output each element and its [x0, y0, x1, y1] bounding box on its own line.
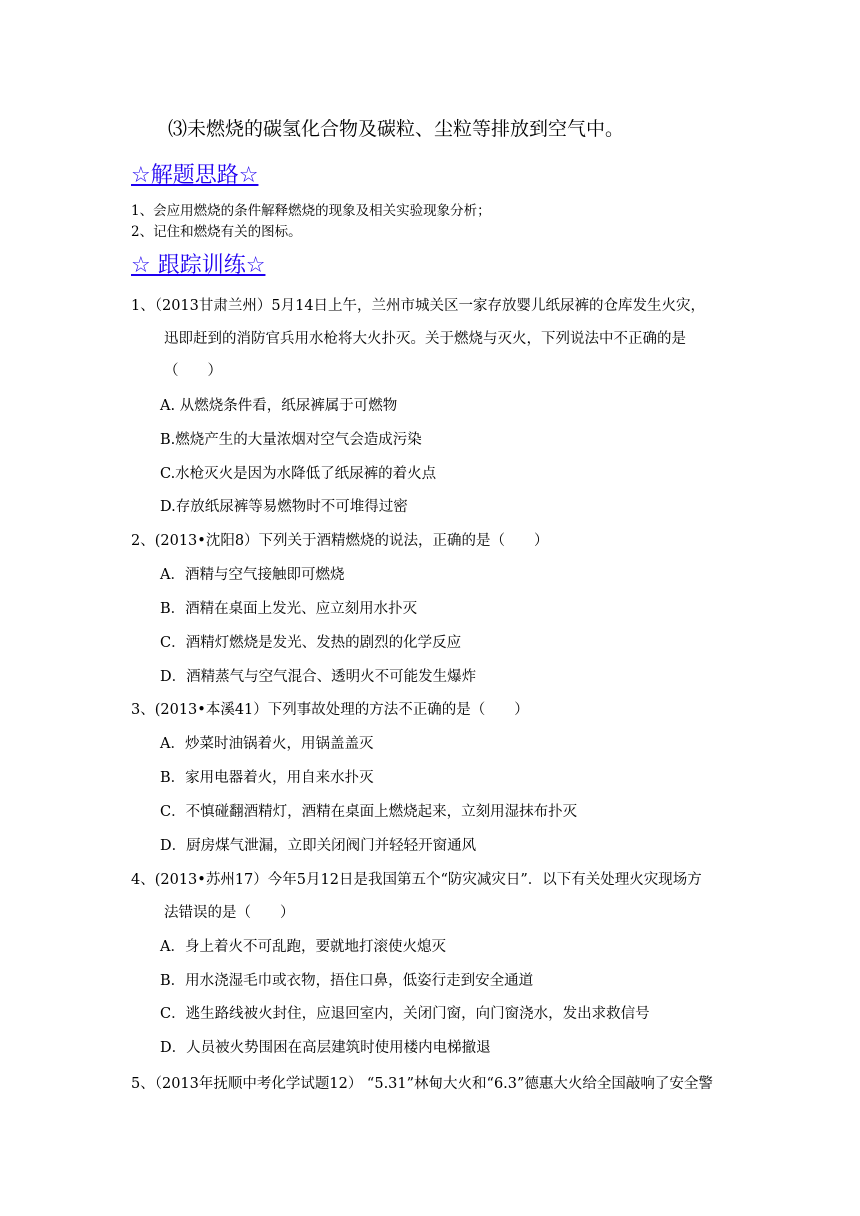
question-1-option: D.存放纸尿裤等易燃物时不可堆得过密	[160, 499, 408, 515]
question-2-option: C．酒精灯燃烧是发光、发热的剧烈的化学反应	[160, 635, 462, 651]
question-3-option: D．厨房煤气泄漏，立即关闭阀门并轻轻开窗通风	[160, 838, 477, 854]
question-1-line: 1、（2013甘肃兰州）5月14日上午，兰州市城关区一家存放婴儿纸尿裤的仓库发生火灾，	[131, 298, 706, 314]
question-3-line: 3、(2013•本溪41）下列事故处理的方法不正确的是（ ）	[131, 702, 529, 718]
question-2-line: 2、(2013•沈阳8）下列关于酒精燃烧的说法，正确的是（ ）	[131, 533, 549, 549]
question-3-option: C．不慎碰翻酒精灯，酒精在桌面上燃烧起来，立刻用湿抹布扑灭	[160, 804, 578, 820]
approach-heading: ☆解题思路☆	[131, 163, 259, 188]
question-1-option: A. 从燃烧条件看，纸尿裤属于可燃物	[160, 398, 398, 414]
question-1-line: 迅即赶到的消防官兵用水枪将大火扑灭。关于燃烧与灭火，下列说法中不正确的是	[164, 331, 686, 347]
question-5-line: 5、（2013年抚顺中考化学试题12） “5.31”林甸大火和“6.3”德惠大火给全国敲响了安全警	[131, 1076, 713, 1092]
approach-point: 1、会应用燃烧的条件解释燃烧的现象及相关实验现象分析；	[131, 203, 491, 219]
training-heading: ☆ 跟踪训练☆	[131, 253, 266, 278]
question-4-option: C．逃生路线被火封住，应退回室内，关闭门窗，向门窗浇水，发出求救信号	[160, 1006, 650, 1022]
question-2-option: D．酒精蒸气与空气混合、透明火不可能发生爆炸	[160, 669, 477, 685]
question-4-line: 法错误的是（ ）	[164, 905, 295, 921]
question-4-option: D．人员被火势围困在高层建筑时使用楼内电梯撤退	[160, 1040, 491, 1056]
question-4-option: B．用水浇湿毛巾或衣物，捂住口鼻，低姿行走到安全通道	[160, 973, 534, 989]
question-2-option: B．酒精在桌面上发光、应立刻用水扑灭	[160, 601, 418, 617]
question-1-option: C.水枪灭火是因为水降低了纸尿裤的着火点	[160, 466, 437, 482]
question-3-option: B．家用电器着火，用自来水扑灭	[160, 770, 374, 786]
question-1-option: B.燃烧产生的大量浓烟对空气会造成污染	[160, 432, 422, 448]
approach-point: 2、记住和燃烧有关的图标。	[131, 224, 302, 240]
question-2-option: A．酒精与空气接触即可燃烧	[160, 567, 345, 583]
question-1-line: （ ）	[164, 363, 222, 379]
question-3-option: A．炒菜时油锅着火，用锅盖盖灭	[160, 736, 374, 752]
question-4-option: A．身上着火不可乱跑，要就地打滚使火熄灭	[160, 939, 446, 955]
question-4-line: 4、(2013•苏州17）今年5月12日是我国第五个“防灾减灾日”．以下有关处理火灾现场方	[131, 872, 702, 888]
intro-line: ⑶未燃烧的碳氢化合物及碳粒、尘粒等排放到空气中。	[168, 118, 625, 140]
